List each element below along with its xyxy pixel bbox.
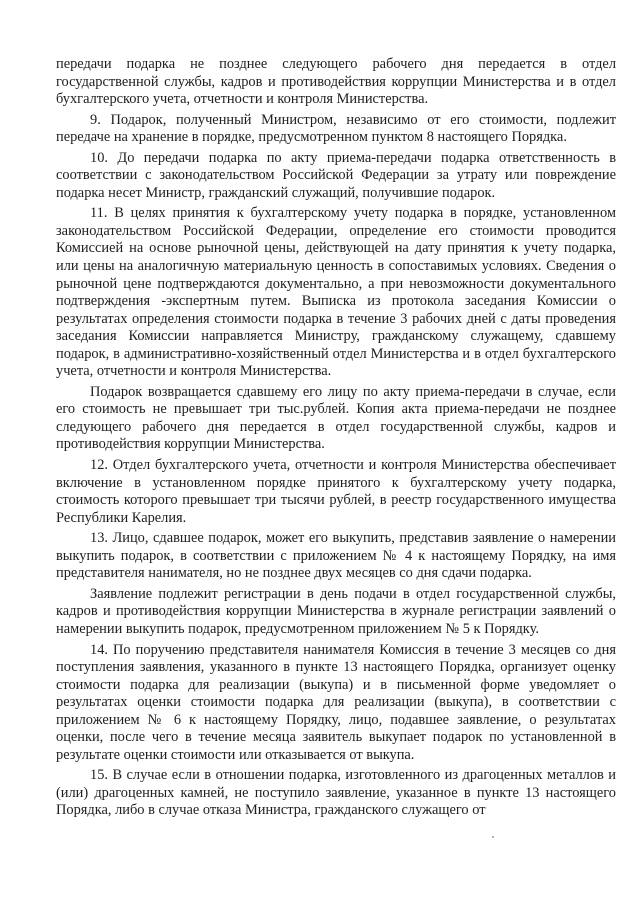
paragraph-8-continuation: передачи подарка не позднее следующего рабочего дня передается в отдел государственной службы, кадров и противодействия коррупции Министерства и в отдел бухгалтерского учета, отчетности и контроля Министерства. xyxy=(56,56,616,108)
paragraph-15: 15. В случае если в отношении подарка, изготовленного из драгоценных металлов и (или) драгоценных камней, не поступило заявление, указанное в пункте 13 настоящего Порядка, либо в случае отказа Министра, гражданского служащего от xyxy=(56,767,616,819)
paragraph-13-registration: Заявление подлежит регистрации в день подачи в отдел государственной службы, кадров и противодействия коррупции Министерства в журнале регистрации заявлений о намерении выкупить подарок, предусмотренном приложением № 5 к Порядку. xyxy=(56,585,616,637)
paragraph-11-return: Подарок возвращается сдавшему его лицу по акту приема-передачи в случае, если его стоимость не превышает три тыс.рублей. Копия акта приема-передачи не позднее следующего рабочего дня передается в отдел государственной службы, кадров и противодействия коррупции Министерства. xyxy=(56,383,616,453)
document-page xyxy=(56,56,616,820)
paragraph-9: 9. Подарок, полученный Министром, независимо от его стоимости, подлежит передаче на хранение в порядке, предусмотренном пунктом 8 настоящего Порядка. xyxy=(56,111,616,146)
paragraph-12: 12. Отдел бухгалтерского учета, отчетности и контроля Министерства обеспечивает включение в установленном порядке принятого к бухгалтерскому учету подарка, стоимость которого превышает три тысячи рублей, в реестр государственного имущества Республики Карелия. xyxy=(56,457,616,526)
paragraph-11: 11. В целях принятия к бухгалтерскому учету подарка в порядке, установленном законодательством Российской Федерации, определение его стоимости проводится Комиссией на основе рыночной цены, действующей на дату принятия к учету подарка, или цены на аналогичную материальную ценность в сопоставимых условиях. Сведения о рыночной цене подтверждаются документально, а при невозможности документального подтверждения -экспертным путем. Выписка из протокола заседания Комиссии о результатах определения стоимости подарка в течение 3 рабочих дней с даты проведения заседания Комиссии направляется Министру, гражданскому служащему, сдавшему подарок, в административно-хозяйственный отдел Министерства и в отдел бухгалтерского учета, отчетности и контроля Министерства. xyxy=(56,205,616,380)
paragraph-14: 14. По поручению представителя нанимателя Комиссия в течение 3 месяцев со дня поступления заявления, указанного в пункте 13 настоящего Порядка, организует оценку стоимости подарка для реализации (выкупа) и в письменной форме уведомляет о результатах оценки стоимости подарка для реализации (выкупа), в соответствии с приложением № 6 к настоящему Порядку, лицо, подавшее заявление, о результатах оценки, после чего в течение месяца заявитель выкупает подарок по установленной в результате оценки стоимости или отказывается от выкупа. xyxy=(56,641,616,763)
scan-speck xyxy=(492,836,494,838)
paragraph-10: 10. До передачи подарка по акту приема-передачи подарка ответственность в соответствии с законодательством Российской Федерации за утрату или повреждение подарка несет Министр, гражданский служащий, получившие подарок. xyxy=(56,149,616,201)
paragraph-13: 13. Лицо, сдавшее подарок, может его выкупить, представив заявление о намерении выкупить подарок, в соответствии с приложением № 4 к настоящему Порядку, на имя представителя нанимателя, но не позднее двух месяцев со дня сдачи подарка. xyxy=(56,530,616,582)
